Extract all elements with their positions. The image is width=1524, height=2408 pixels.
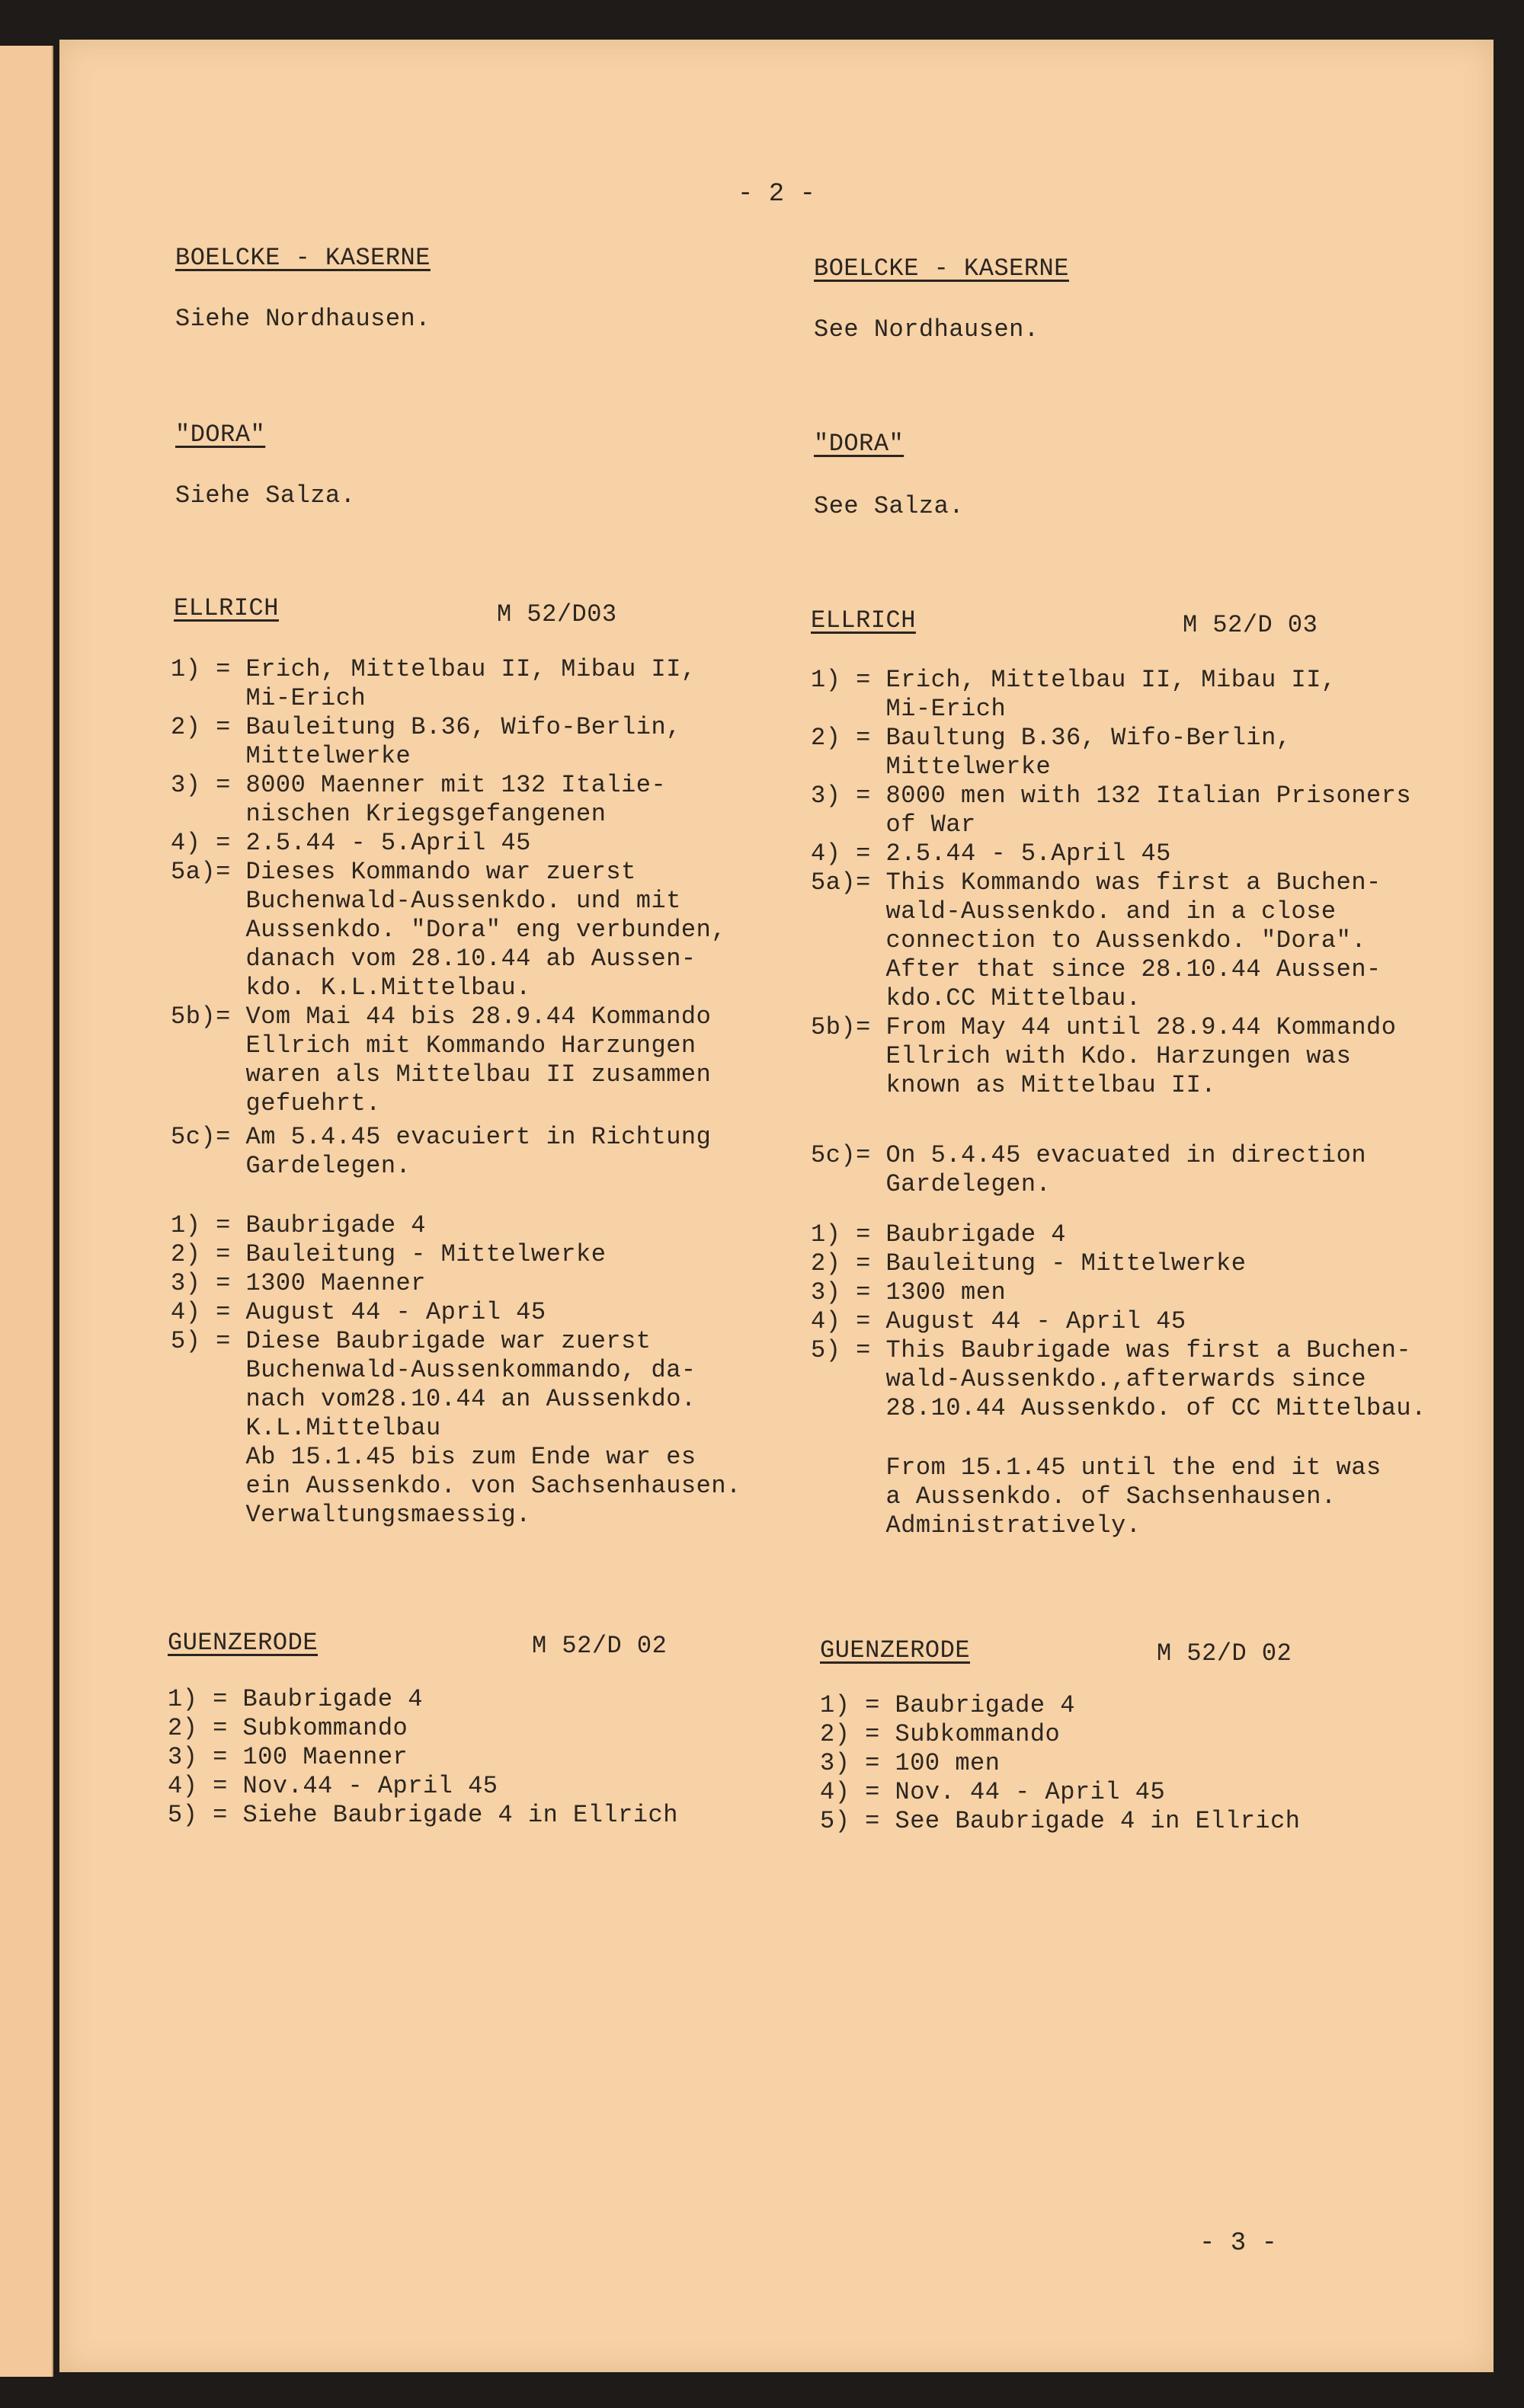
- list-item: nischen Kriegsgefangenen: [171, 800, 607, 828]
- list-item: 3) = 1300 Maenner: [171, 1269, 426, 1297]
- list-item: After that since 28.10.44 Aussen-: [811, 955, 1382, 983]
- list-item: 5) = Diese Baubrigade war zuerst: [171, 1327, 652, 1355]
- list-item: kdo. K.L.Mittelbau.: [171, 974, 531, 1002]
- list-item: 3) = 8000 men with 132 Italian Prisoners: [811, 782, 1412, 810]
- list-item: Aussenkdo. "Dora" eng verbunden,: [171, 916, 727, 944]
- list-item: 1) = Erich, Mittelbau II, Mibau II,: [811, 666, 1337, 694]
- de-guenzerode-code: M 52/D 02: [532, 1632, 668, 1660]
- list-item: 5b)= From May 44 until 28.9.44 Kommando: [811, 1013, 1397, 1041]
- list-item: Buchenwald-Aussenkommando, da-: [171, 1356, 696, 1384]
- list-item: Mittelwerke: [811, 753, 1052, 781]
- list-item: 28.10.44 Aussenkdo. of CC Mittelbau.: [811, 1394, 1426, 1422]
- page-number-bottom: - 3 -: [1199, 2229, 1278, 2258]
- list-item: gefuehrt.: [171, 1089, 381, 1118]
- en-ellrich-code: M 52/D 03: [1183, 611, 1318, 639]
- en-guenzerode-code: M 52/D 02: [1157, 1639, 1292, 1668]
- de-guenzerode-heading: GUENZERODE: [168, 1629, 319, 1657]
- list-item: 1) = Baubrigade 4: [171, 1211, 426, 1239]
- list-item: of War: [811, 811, 976, 839]
- list-item: 2) = Subkommando: [820, 1720, 1061, 1748]
- list-item: 1) = Baubrigade 4: [811, 1220, 1066, 1249]
- list-item: ein Aussenkdo. von Sachsenhausen.: [171, 1472, 741, 1500]
- list-item: wald-Aussenkdo. and in a close: [811, 897, 1337, 926]
- list-item: 2) = Bauleitung B.36, Wifo-Berlin,: [171, 713, 681, 741]
- en-dora-text: See Salza.: [814, 492, 965, 520]
- list-item: 4) = 2.5.44 - 5.April 45: [171, 829, 531, 857]
- de-ellrich-heading: ELLRICH: [174, 594, 279, 622]
- list-item: 2) = Baultung B.36, Wifo-Berlin,: [811, 724, 1292, 752]
- list-item: 5) = This Baubrigade was first a Buchen-: [811, 1336, 1412, 1364]
- list-item: K.L.Mittelbau: [171, 1414, 441, 1442]
- list-item: kdo.CC Mittelbau.: [811, 984, 1141, 1012]
- list-item: Verwaltungsmaessig.: [171, 1501, 531, 1529]
- en-ellrich-heading: ELLRICH: [811, 606, 916, 635]
- list-item: 1) = Baubrigade 4: [168, 1685, 423, 1713]
- list-item: 4) = August 44 - April 45: [171, 1298, 546, 1326]
- en-guenzerode-heading: GUENZERODE: [820, 1636, 971, 1664]
- en-boelcke-text: See Nordhausen.: [814, 315, 1039, 344]
- list-item: 1) = Baubrigade 4: [820, 1691, 1075, 1719]
- de-ellrich-code: M 52/D03: [497, 600, 617, 628]
- list-item: connection to Aussenkdo. "Dora".: [811, 926, 1367, 955]
- en-boelcke-heading: BOELCKE - KASERNE: [814, 254, 1069, 283]
- list-item: danach vom 28.10.44 ab Aussen-: [171, 945, 696, 973]
- list-item: From 15.1.45 until the end it was: [811, 1453, 1382, 1482]
- list-item: Administratively.: [811, 1511, 1141, 1540]
- list-item: 5a)= This Kommando was first a Buchen-: [811, 868, 1382, 897]
- page-number-top: - 2 -: [738, 180, 816, 209]
- list-item: 4) = Nov. 44 - April 45: [820, 1778, 1166, 1806]
- list-item: Mi-Erich: [171, 684, 367, 712]
- list-item: 2) = Subkommando: [168, 1714, 408, 1742]
- list-item: 3) = 100 men: [820, 1749, 1001, 1777]
- list-item: 5) = See Baubrigade 4 in Ellrich: [820, 1807, 1301, 1835]
- list-item: 4) = 2.5.44 - 5.April 45: [811, 839, 1171, 868]
- list-item: 1) = Erich, Mittelbau II, Mibau II,: [171, 655, 696, 683]
- de-dora-text: Siehe Salza.: [175, 481, 356, 510]
- list-item: Ellrich mit Kommando Harzungen: [171, 1031, 696, 1060]
- list-item: 3) = 8000 Maenner mit 132 Italie-: [171, 771, 667, 799]
- list-item: Buchenwald-Aussenkdo. und mit: [171, 887, 681, 915]
- list-item: 5b)= Vom Mai 44 bis 28.9.44 Kommando: [171, 1003, 712, 1031]
- list-item: Gardelegen.: [811, 1170, 1052, 1198]
- list-item: known as Mittelbau II.: [811, 1071, 1216, 1099]
- list-item: nach vom28.10.44 an Aussenkdo.: [171, 1385, 696, 1413]
- list-item: Mittelwerke: [171, 742, 411, 770]
- list-item: a Aussenkdo. of Sachsenhausen.: [811, 1482, 1337, 1511]
- list-item: 5) = Siehe Baubrigade 4 in Ellrich: [168, 1801, 678, 1829]
- list-item: Mi-Erich: [811, 695, 1007, 723]
- list-item: Ellrich with Kdo. Harzungen was: [811, 1042, 1352, 1070]
- document-page: [59, 40, 1494, 2372]
- list-item: 5c)= On 5.4.45 evacuated in direction: [811, 1141, 1367, 1169]
- en-dora-heading: "DORA": [814, 430, 904, 458]
- list-item: waren als Mittelbau II zusammen: [171, 1060, 712, 1089]
- de-boelcke-heading: BOELCKE - KASERNE: [175, 244, 431, 272]
- list-item: Gardelegen.: [171, 1152, 411, 1180]
- de-boelcke-text: Siehe Nordhausen.: [175, 305, 431, 333]
- list-item: 3) = 100 Maenner: [168, 1743, 408, 1771]
- list-item: Ab 15.1.45 bis zum Ende war es: [171, 1443, 696, 1471]
- list-item: 4) = August 44 - April 45: [811, 1307, 1186, 1335]
- list-item: 4) = Nov.44 - April 45: [168, 1772, 498, 1800]
- list-item: 5c)= Am 5.4.45 evacuiert in Richtung: [171, 1123, 712, 1151]
- list-item: 3) = 1300 men: [811, 1278, 1007, 1306]
- list-item: 2) = Bauleitung - Mittelwerke: [811, 1249, 1247, 1278]
- list-item: wald-Aussenkdo.,afterwards since: [811, 1365, 1367, 1393]
- de-dora-heading: "DORA": [175, 421, 266, 449]
- adjacent-page-edge: [0, 46, 53, 2377]
- list-item: 5a)= Dieses Kommando war zuerst: [171, 858, 636, 886]
- list-item: 2) = Bauleitung - Mittelwerke: [171, 1240, 607, 1268]
